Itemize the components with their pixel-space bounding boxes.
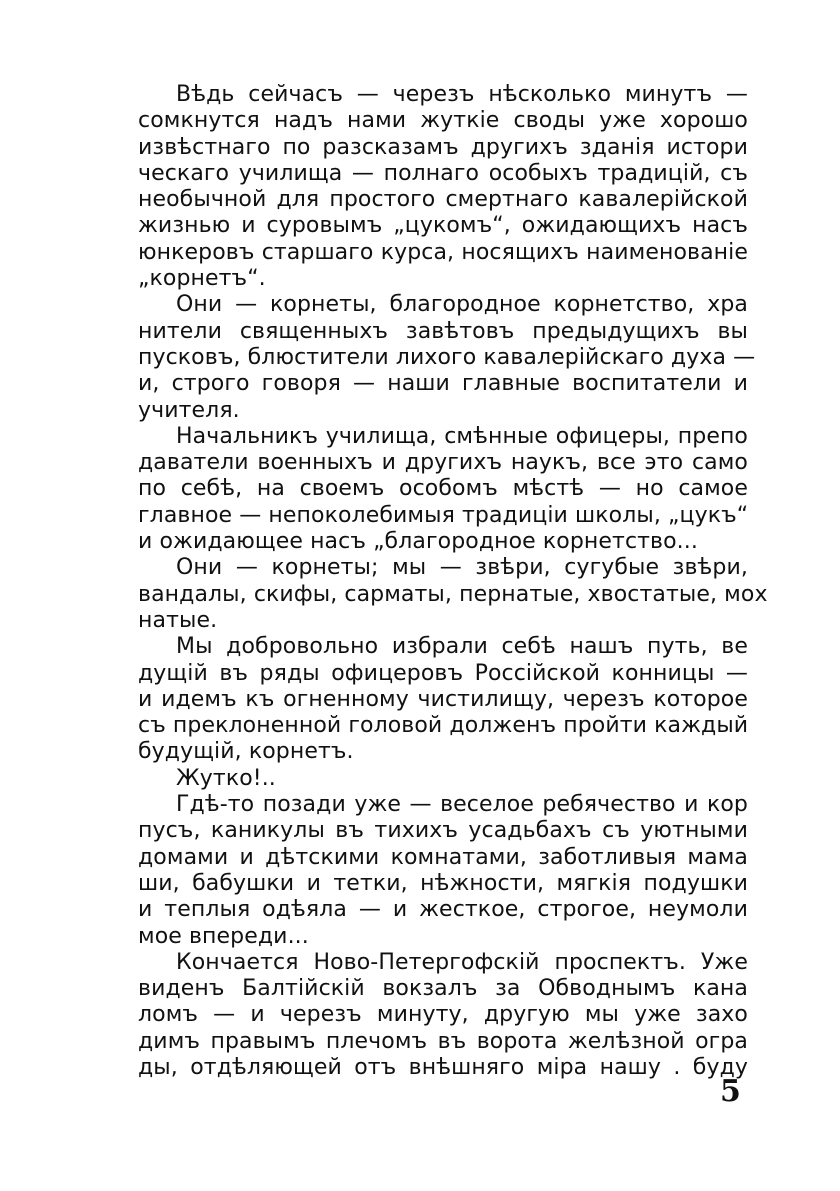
text-line: даватели военныхъ и другихъ наукъ, все это само [138,450,748,476]
text-line: Гдѣ-то позади уже — веселое ребячество и кор [176,792,748,818]
text-line: ды, отдѣляющей отъ внѣшняго міра нашу . буду [138,1054,748,1080]
text-line: ши, бабушки и тетки, нѣжности, мягкія подушки [138,870,748,896]
text-line: Они — корнеты; мы — звѣри, сугубые звѣри, [176,555,748,581]
text-line: и теплыя одѣяла — и жесткое, строгое, неумоли [138,897,748,923]
text-line: Мы добровольно избрали себѣ нашъ путь, ве [176,634,748,660]
text-line: Жутко!.. [176,765,276,791]
text-line: юнкеровъ старшаго курса, носящихъ наименованіе [138,239,748,265]
text-line: „корнетъ“. [138,266,266,292]
text-line: виденъ Балтійскій вокзалъ за Обводнымъ кана [138,976,748,1002]
text-line: и ожидающее насъ „благородное корнетство... [138,529,698,555]
text-line: натые. [138,607,218,633]
text-line: ломъ — и черезъ минуту, другую мы уже захо [138,1002,748,1028]
page-number: 5 [720,1074,741,1109]
text-line: сомкнутся надъ нами жуткіе своды уже хорошо [138,108,748,134]
text-line: извѣстнаго по разсказамъ другихъ зданія истори [138,134,748,160]
text-line: по себѣ, на своемъ особомъ мѣстѣ — но самое [138,476,748,502]
text-line: Они — корнеты, благородное корнетство, хра [176,292,748,318]
text-line: нители священныхъ завѣтовъ предыдущихъ вы [138,318,748,344]
text-line: Вѣдь сейчасъ — черезъ нѣсколько минутъ — [176,82,748,107]
text-line: и идемъ къ огненному чистилищу, черезъ которое [138,686,748,712]
text-line: мое впереди... [138,923,309,949]
text-line: будущій, корнетъ. [138,739,354,765]
text-line: и, строго говоря — наши главные воспитатели и [138,371,748,397]
text-line: необычной для простого смертнаго кавалерійской [138,187,748,213]
text-line: ческаго училища — полнаго особыхъ традицій, съ [138,160,748,186]
text-line: съ преклоненной головой долженъ пройти каждый [138,713,749,739]
text-line: жизнью и суровымъ „цукомъ“, ожидающихъ насъ [138,213,748,239]
text-body [138,82,768,1081]
text-line: Кончается Ново-Петергофскій проспектъ. Уже [176,949,748,975]
text-line: вандалы, скифы, сарматы, пернатые, хвостатые, мох [138,581,768,607]
text-line: учителя. [138,397,240,423]
text-line: Начальникъ училища, смѣнные офицеры, препо [176,423,748,449]
text-line: пусъ, каникулы въ тихихъ усадьбахъ съ уютными [138,818,748,844]
text-line: пусковъ, блюстители лихого кавалерійскаго духа — [138,344,756,370]
text-line: димъ правымъ плечомъ въ ворота желѣзной огра [138,1028,748,1054]
text-line: домами и дѣтскими комнатами, заботливыя мама [138,844,748,870]
text-line: дущій въ ряды офицеровъ Россійской конницы — [138,660,748,686]
text-line: главное — непоколебимыя традиціи школы, „цукъ“ [138,502,749,528]
